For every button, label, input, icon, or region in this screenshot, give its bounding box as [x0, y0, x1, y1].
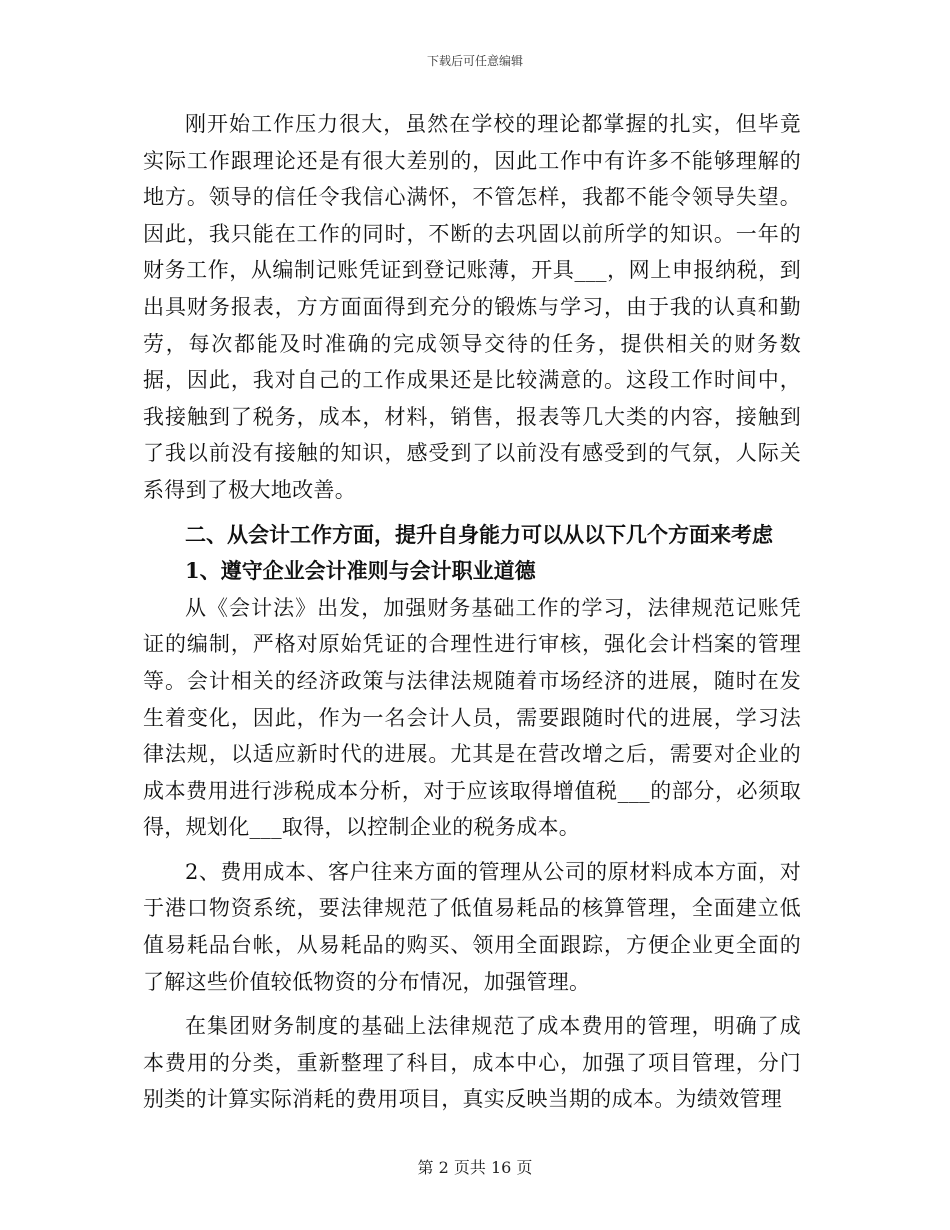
- document-body: [143, 106, 801, 1118]
- section-heading-accounting: 二、从会计工作方面，提升自身能力可以从以下几个方面来考虑: [185, 521, 773, 547]
- paragraph-group-finance: 在集团财务制度的基础上法律规范了成本费用的管理，明确了成本费用的分类，重新整理了科目，成本中心，加强了项目管理，分门别类的计算实际消耗的费用项目，真实反映当期的成本。为绩效管理: [143, 1014, 801, 1112]
- page-number: 第 2 页共 16 页: [417, 1158, 533, 1177]
- paragraph-work-experience: 刚开始工作压力很大，虽然在学校的理论都掌握的扎实，但毕竟实际工作跟理论还是有很大差别的，因此工作中有许多不能够理解的地方。领导的信任令我信心满怀，不管怎样，我都不能令领导失望。因此，我只能在工作的同时，不断的去巩固以前所学的知识。一年的财务工作，从编制记账凭证到登记账薄，开具___，网上申报纳税，到出具财务报表，方方面面得到充分的锻炼与学习，由于我的认真和勤劳，每次都能及时准确的完成领导交待的任务，提供相关的财务数据，因此，我对自己的工作成果还是比较满意的。这段工作时间中，我接触到了税务，成本，材料，销售，报表等几大类的内容，接触到了我以前没有接触的知识，感受到了以前没有感受到的气氛，人际关系得到了极大地改善。: [143, 112, 801, 502]
- paragraph-accounting-law: 从《会计法》出发，加强财务基础工作的学习，法律规范记账凭证的编制，严格对原始凭证的合理性进行审核，强化会计档案的管理等。会计相关的经济政策与法律法规随着市场经济的进展，随时在发生着变化，因此，作为一名会计人员，需要跟随时代的进展，学习法律法规，以适应新时代的进展。尤其是在营改增之后，需要对企业的成本费用进行涉税成本分析，对于应该取得增值税___的部分，必须取得，规划化___取得，以控制企业的税务成本。: [143, 595, 801, 840]
- paragraph-cost-management: 2、费用成本、客户往来方面的管理从公司的原材料成本方面，对于港口物资系统，要法律规范了低值易耗品的核算管理，全面建立低值易耗品台帐，从易耗品的购买、领用全面跟踪，方便企业更全面的了解这些价值较低物资的分布情况，加强管理。: [143, 859, 801, 994]
- page-header: 下载后可任意编辑: [426, 54, 523, 68]
- subsection-heading-standards: 1、遵守企业会计准则与会计职业道德: [185, 558, 536, 584]
